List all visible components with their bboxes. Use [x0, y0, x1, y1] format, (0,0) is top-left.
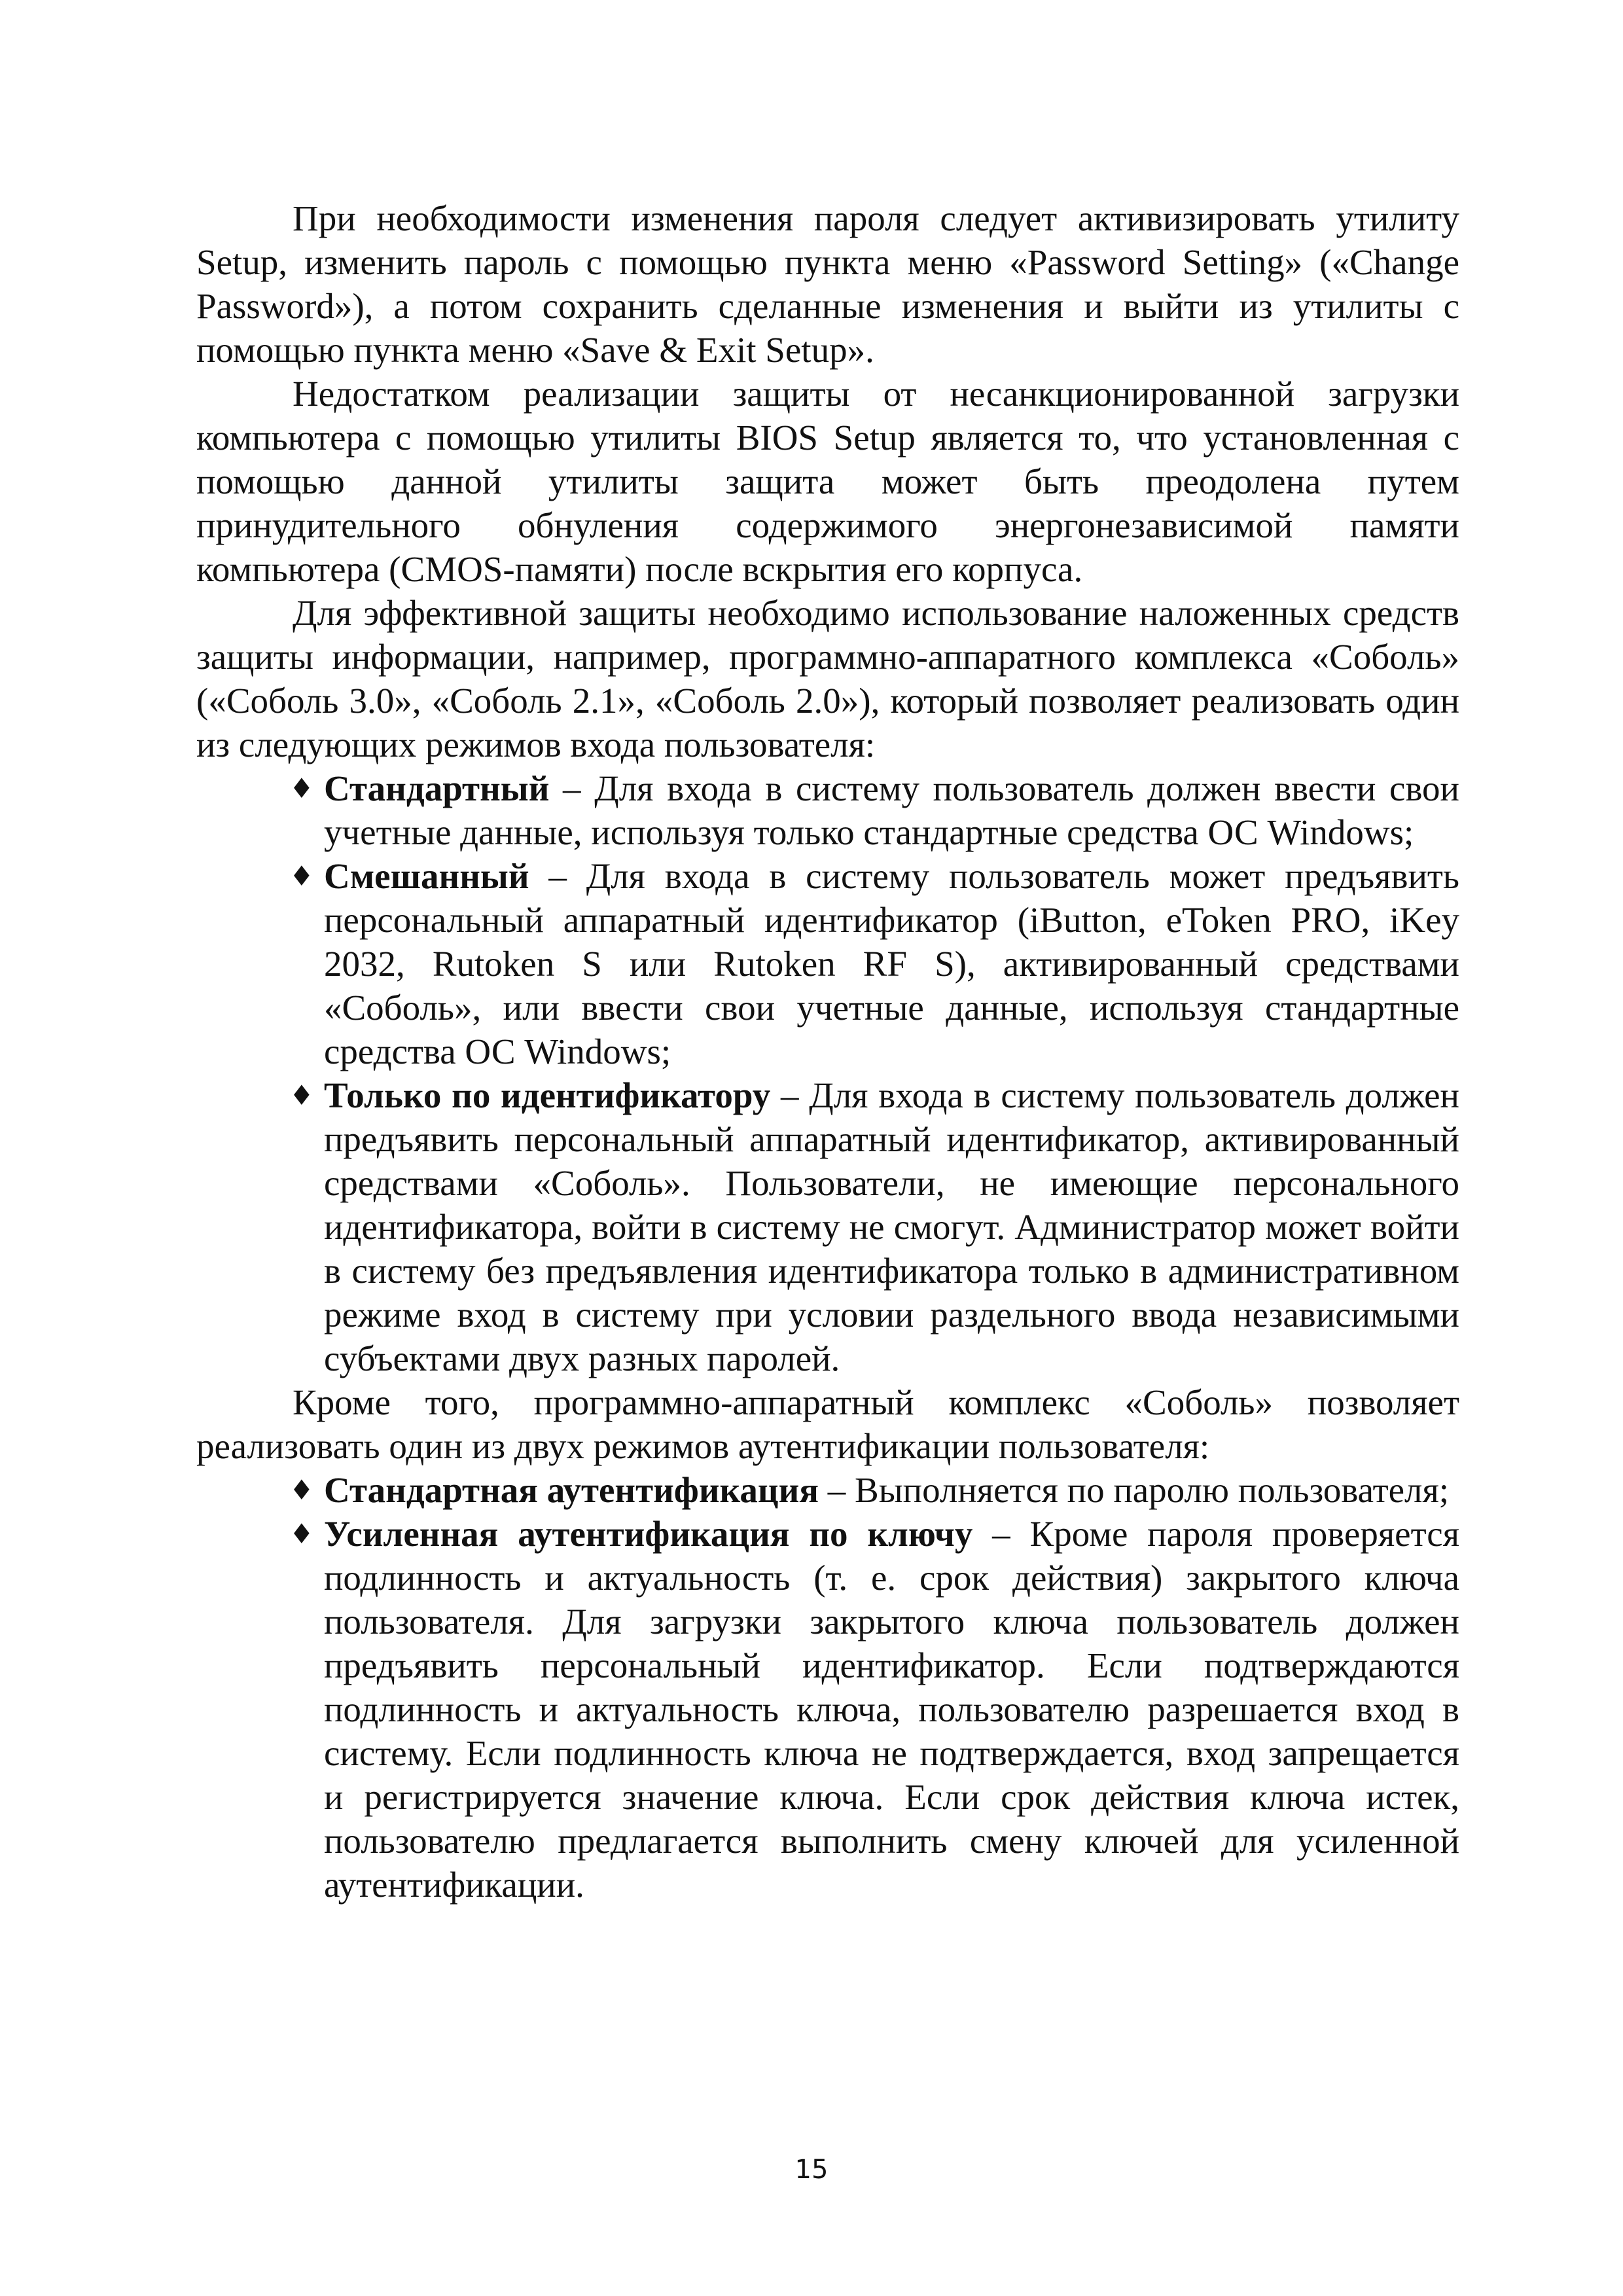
list-item — [289, 766, 1459, 854]
list-item — [289, 1512, 1459, 1907]
paragraph-bios-weakness: Недостатком реализации защиты от несанкционированной загрузки компьютера с помощью утилиты BIOS Setup является то, что установленная с помощью данной утилиты защита может быть преодолена путем принудительного обнуления содержимого энергонезависимой памяти компьютера (CMOS-памяти) после вскрытия его корпуса. — [196, 374, 1459, 589]
auth-modes-list — [196, 1468, 1459, 1907]
document-page — [196, 196, 1459, 1907]
diamond-bullet-icon: ♦ — [289, 1518, 314, 1550]
diamond-bullet-icon: ♦ — [289, 860, 314, 892]
list-item — [289, 1468, 1459, 1512]
list-item-term: Только по идентификатору — [324, 1075, 771, 1115]
diamond-bullet-icon: ♦ — [289, 1079, 314, 1111]
page-number: 15 — [794, 2155, 829, 2185]
list-item-text: – Выполняется по паролю пользователя; — [819, 1470, 1450, 1510]
list-item-term: Стандартный — [324, 768, 550, 808]
diamond-bullet-icon: ♦ — [289, 772, 314, 804]
list-item — [289, 1073, 1459, 1380]
diamond-bullet-icon: ♦ — [289, 1474, 314, 1506]
list-item-term: Усиленная аутентификация по ключу — [324, 1514, 973, 1554]
paragraph-password-change: При необходимости изменения пароля следует активизировать утилиту Setup, изменить пароль с помощью пункта меню «Password Setting» («Change Password»), а потом сохранить сделанные изменения и выйти из утилиты с помощью пункта меню «Save & Exit Setup». — [196, 198, 1459, 370]
list-item-text: – Для входа в систему пользователь может предъявить персональный аппаратный идентификатор (iButton, eToken PRO, iKey 2032, Rutoken S или Rutoken RF S), активированный средствами «Соболь», или ввести свои учетные данные, используя стандартные средства ОС Windows; — [324, 856, 1459, 1071]
list-item-text: – Кроме пароля проверяется подлинность и актуальность (т. е. срок действия) закрытого ключа пользователя. Для загрузки закрытого ключа пользователь должен предъявить персональный идентификатор. Если подтверждаются подлинность и актуальность ключа, пользователю разрешается вход в систему. Если подлинность ключа не подтверждается, вход запрещается и регистрируется значение ключа. Если срок действия ключа истек, пользователю предлагается выполнить смену ключей для усиленной аутентификации. — [324, 1514, 1459, 1905]
list-item-text: – Для входа в систему пользователь должен предъявить персональный аппаратный идентификатор, активированный средствами «Соболь». Пользователи, не имеющие персонального идентификатора, войти в систему не смогут. Администратор может войти в систему без предъявления идентификатора только в административном режиме вход в систему при условии раздельного ввода независимыми субъектами двух разных паролей. — [324, 1075, 1459, 1378]
login-modes-list — [196, 766, 1459, 1380]
list-item-term: Смешанный — [324, 856, 529, 896]
paragraph-sobol-intro: Для эффективной защиты необходимо использование наложенных средств защиты информации, например, программно-аппаратного комплекса «Соболь» («Соболь 3.0», «Соболь 2.1», «Соболь 2.0»), который позволяет реализовать один из следующих режимов входа пользователя: — [196, 593, 1459, 764]
list-item — [289, 854, 1459, 1073]
paragraph-auth-intro: Кроме того, программно-аппаратный комплекс «Соболь» позволяет реализовать один из двух режимов аутентификации пользователя: — [196, 1382, 1459, 1466]
list-item-term: Стандартная аутентификация — [324, 1470, 819, 1510]
list-item-text: – Для входа в систему пользователь должен ввести свои учетные данные, используя только стандартные средства ОС Windows; — [324, 768, 1459, 852]
